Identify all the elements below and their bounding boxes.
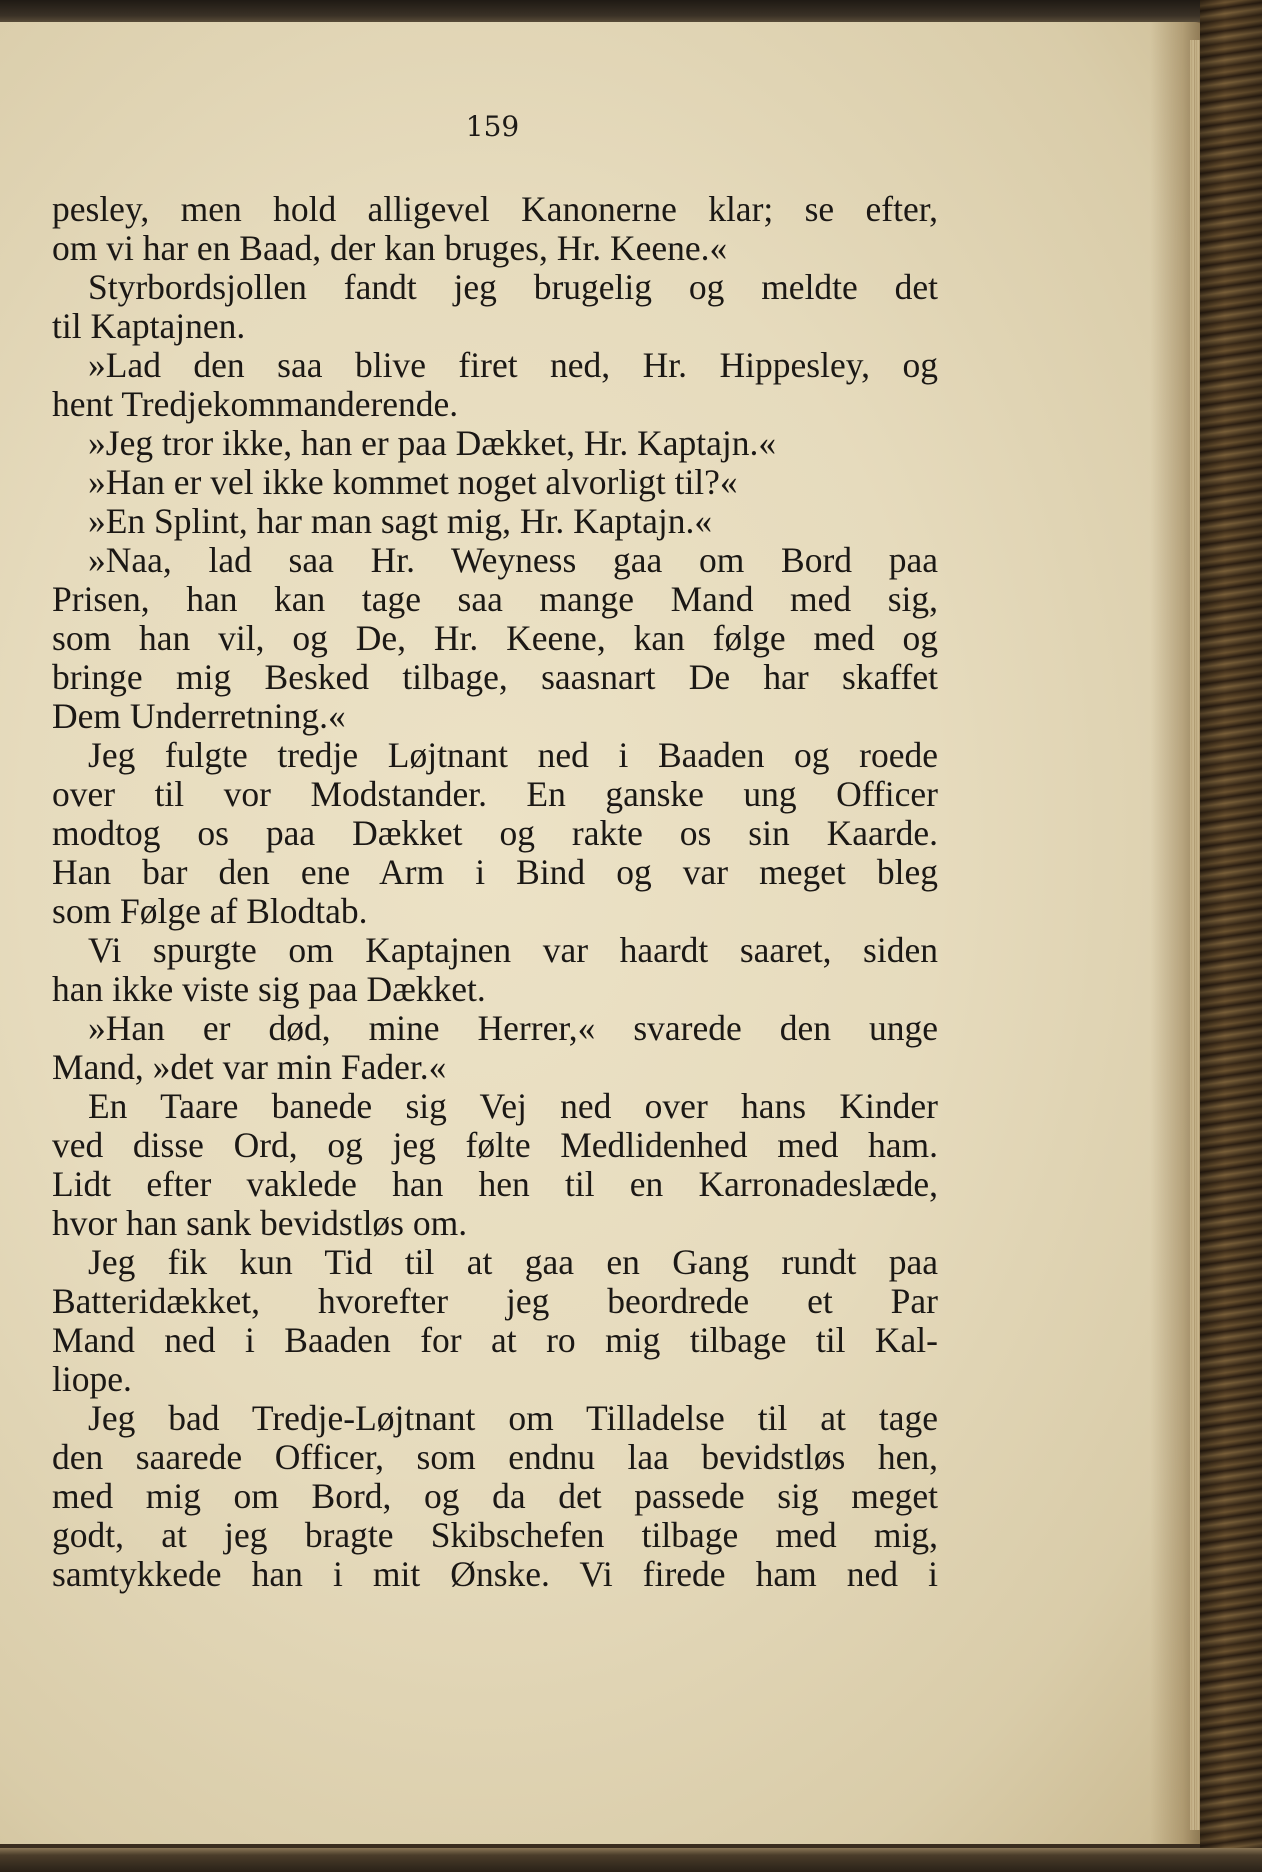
text-line: Han bar den ene Arm i Bind og var meget bleg [52,852,938,892]
text-line: han ikke viste sig paa Dækket. [52,969,486,1009]
text-line: »Naa, lad saa Hr. Weyness gaa om Bord paa [88,540,938,580]
text-line: Styrbordsjollen fandt jeg brugelig og meldte det [88,267,938,307]
text-line: med mig om Bord, og da det passede sig meget [52,1476,938,1516]
page-number: 159 [465,110,520,143]
text-line: over til vor Modstander. En ganske ung Officer [52,774,938,814]
text-line: hvor han sank bevidstløs om. [52,1203,468,1243]
text-line: om vi har en Baad, der kan bruges, Hr. Keene.« [52,228,728,268]
text-line: En Taare banede sig Vej ned over hans Kinder [88,1086,938,1126]
text-line: som han vil, og De, Hr. Keene, kan følge med og [52,618,938,658]
text-line: »Han er død, mine Herrer,« svarede den unge [88,1008,938,1048]
text-line: godt, at jeg bragte Skibschefen tilbage med mig, [52,1515,938,1555]
text-line: Jeg fulgte tredje Løjtnant ned i Baaden og roede [88,735,938,775]
text-line: modtog os paa Dækket og rakte os sin Kaarde. [52,813,938,853]
text-line: som Følge af Blodtab. [52,891,368,931]
scan-bottom-edge [0,1848,1262,1872]
text-line: Vi spurgte om Kaptajnen var haardt saaret, siden [88,930,938,970]
text-line: »En Splint, har man sagt mig, Hr. Kaptajn.« [88,501,713,541]
text-line: pesley, men hold alligevel Kanonerne klar; se efter, [52,189,938,229]
text-line: Jeg fik kun Tid til at gaa en Gang rundt paa [88,1242,938,1282]
text-line: til Kaptajnen. [52,306,246,346]
text-line: liope. [52,1359,132,1399]
text-line: »Lad den saa blive firet ned, Hr. Hippesley, og [88,345,938,385]
text-line: Lidt efter vaklede han hen til en Karronadeslæde, [52,1164,938,1204]
text-line: Batteridækket, hvorefter jeg beordrede et Par [52,1281,938,1321]
text-line: den saarede Officer, som endnu laa bevidstløs hen, [52,1437,938,1477]
text-line: Mand ned i Baaden for at ro mig tilbage til Kal- [52,1320,938,1360]
text-line: bringe mig Besked tilbage, saasnart De har skaffet [52,657,938,697]
text-line: »Han er vel ikke kommet noget alvorligt til?« [88,462,738,502]
text-line: Dem Underretning.« [52,696,346,736]
text-line: Prisen, han kan tage saa mange Mand med sig, [52,579,938,619]
text-line: Jeg bad Tredje-Løjtnant om Tilladelse til at tage [88,1398,938,1438]
body-text [52,190,938,1594]
book-cover-shade [1200,0,1262,1872]
text-line: hent Tredjekommanderende. [52,384,459,424]
text-line: ved disse Ord, og jeg følte Medlidenhed med ham. [52,1125,938,1165]
text-line: Mand, »det var min Fader.« [52,1047,447,1087]
text-line: »Jeg tror ikke, han er paa Dækket, Hr. Kaptajn.« [88,423,777,463]
text-line: samtykkede han i mit Ønske. Vi firede ham ned i [52,1554,938,1594]
